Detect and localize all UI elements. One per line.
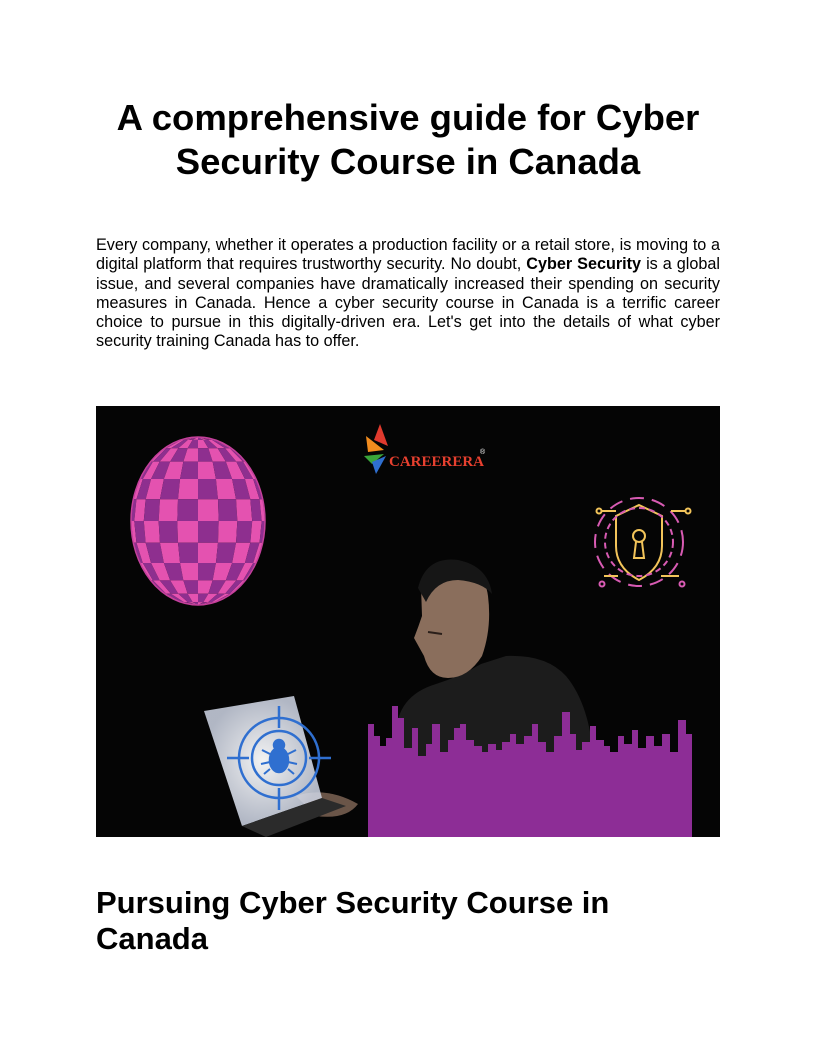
globe-cell: [236, 521, 252, 543]
globe-cell: [159, 521, 178, 543]
padlock-shield-icon: [595, 498, 691, 587]
globe-cell: [177, 499, 198, 521]
logo-registered-mark: ®: [480, 449, 486, 456]
page-title: A comprehensive guide for Cyber Security Course in Canada: [116, 97, 700, 182]
intro-text-end: is a global issue, and several companies have dramatically increased their spending on security measures in Canada. Hence a cyber security course in Canada is a terrific career choice to pursue in this digitally-driven era. Let's get into the details of what cyber security training Canada has to offer.: [96, 255, 720, 351]
globe-cell: [218, 521, 237, 543]
intro-paragraph: [96, 236, 720, 352]
globe-cell: [144, 521, 160, 543]
globe-cell: [198, 479, 218, 499]
globe-cell: [178, 543, 198, 563]
section-heading: Pursuing Cyber Security Course in Canada: [96, 885, 610, 956]
careerera-logo: [364, 424, 486, 474]
globe-cell: [159, 499, 178, 521]
globe-cell: [218, 499, 237, 521]
globe-cell: [198, 521, 219, 543]
globe-cell: [198, 499, 219, 521]
globe-cell: [198, 543, 218, 563]
intro-bold-term: Cyber Security: [526, 255, 642, 274]
globe-cell: [178, 479, 198, 499]
intro-text-start: Every company, whether it operates a production facility or a retail store, is moving to a digital platform that requires trustworthy security. No doubt,: [96, 236, 720, 274]
globe-icon: [131, 437, 265, 605]
globe-cell: [177, 521, 198, 543]
logo-text: CAREERERA: [389, 454, 485, 470]
hero-illustration: [96, 406, 720, 837]
hero-image: [96, 406, 720, 837]
globe-cell: [236, 499, 252, 521]
globe-cell: [144, 499, 160, 521]
